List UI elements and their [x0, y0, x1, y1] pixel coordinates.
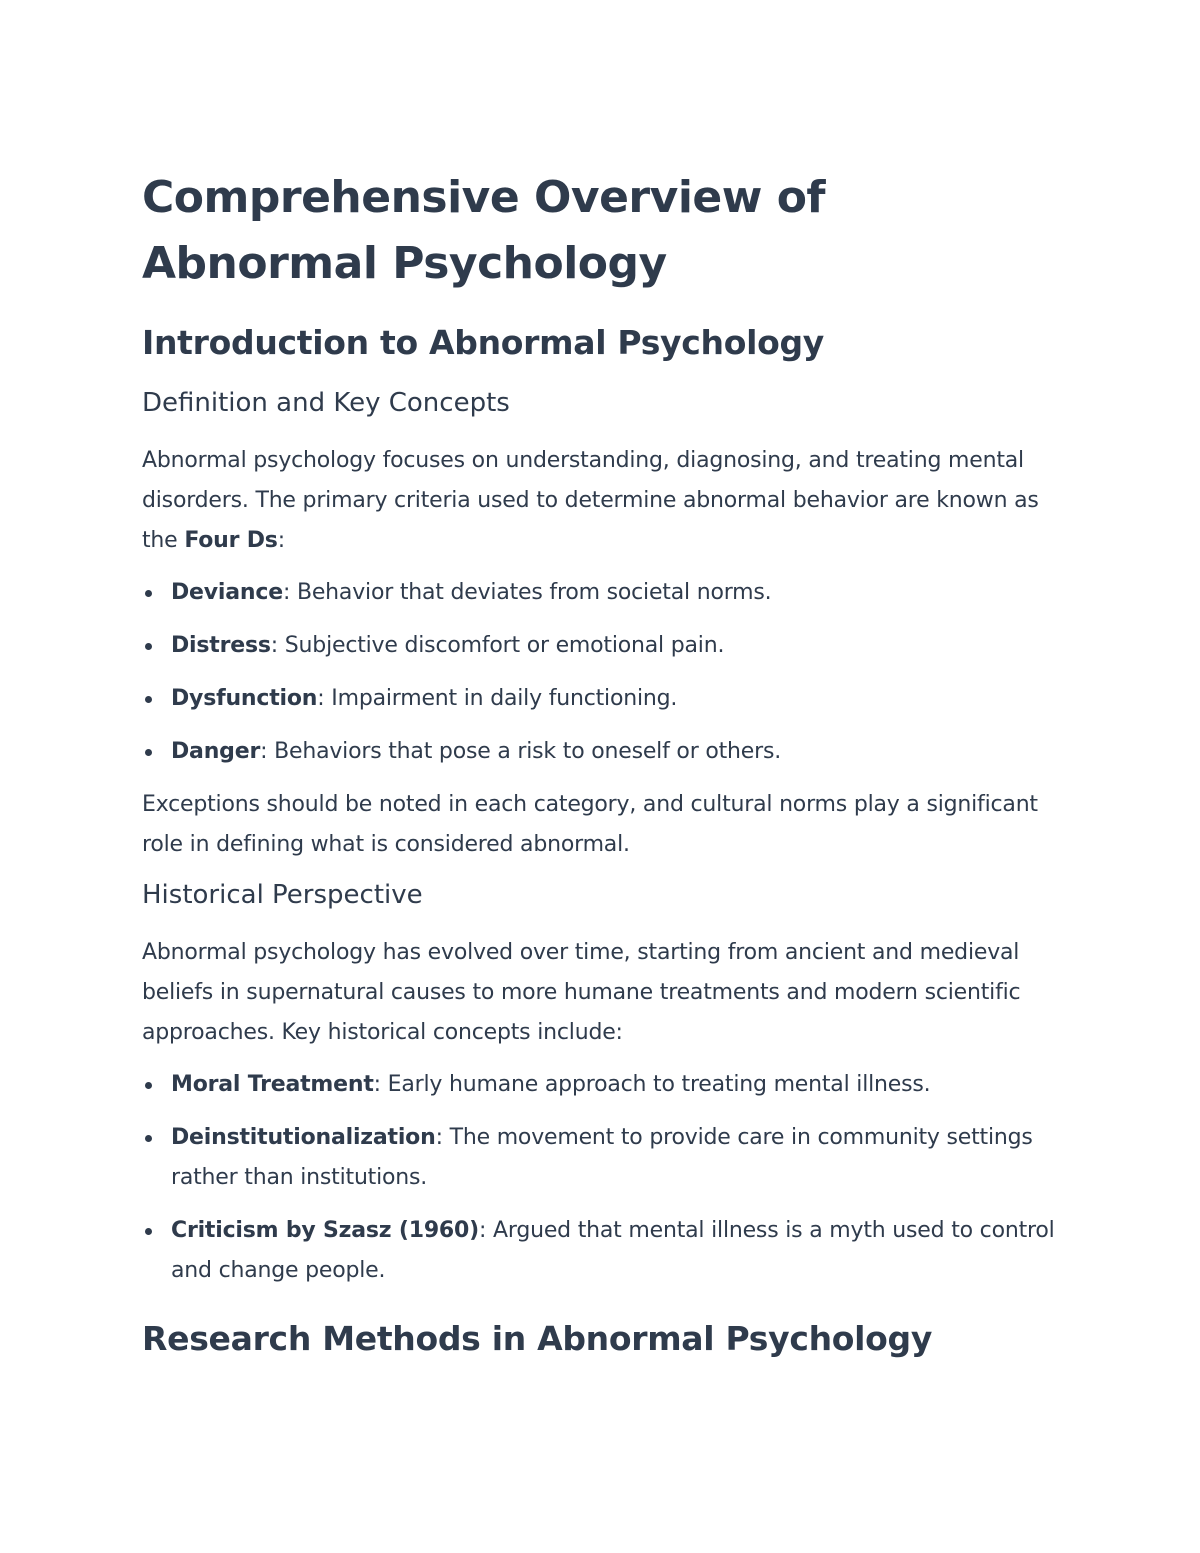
list-item-description: Behavior that deviates from societal norms.	[296, 580, 772, 605]
list-item-deinstitutionalization	[142, 1118, 1062, 1198]
list-item-separator: :	[479, 1218, 494, 1243]
list-item-description: Argued that mental illness is a myth used to control and change people.	[171, 1218, 1055, 1283]
list-item-dysfunction	[142, 679, 1062, 719]
exceptions-paragraph: Exceptions should be noted in each category, and cultural norms play a significant role in defining what is considered abnormal.	[142, 792, 1038, 857]
list-item-danger	[142, 732, 1062, 772]
history-intro-paragraph: Abnormal psychology has evolved over time, starting from ancient and medieval beliefs in supernatural causes to more humane treatments and modern scientific approaches. Key historical concepts include:	[142, 940, 1021, 1045]
list-item-separator: :	[270, 633, 285, 658]
document-title: Comprehensive Overview of Abnormal Psychology	[142, 172, 826, 289]
list-item-criticism-szasz	[142, 1211, 1062, 1291]
four-ds-term: Four Ds	[184, 528, 278, 553]
list-item-term: Deinstitutionalization	[171, 1125, 436, 1150]
section-heading-research-methods: Research Methods in Abnormal Psychology	[142, 1319, 933, 1358]
subheading-historical-perspective: Historical Perspective	[142, 880, 423, 910]
list-item-separator: :	[435, 1125, 450, 1150]
list-item-separator: :	[282, 580, 297, 605]
list-item-term: Deviance	[171, 580, 283, 605]
subheading-definition: Definition and Key Concepts	[142, 388, 510, 418]
list-item-description: Subjective discomfort or emotional pain.	[284, 633, 725, 658]
definition-intro-text: Abnormal psychology focuses on understanding, diagnosing, and treating mental disorders. The primary criteria used to determine abnormal behavior are known as the	[142, 448, 1039, 553]
list-item-separator: :	[260, 739, 275, 764]
list-item-term: Moral Treatment	[171, 1072, 374, 1097]
list-item-distress	[142, 626, 1062, 666]
list-item-description: The movement to provide care in community settings rather than institutions.	[171, 1125, 1033, 1190]
section-heading-introduction: Introduction to Abnormal Psychology	[142, 323, 825, 362]
four-ds-list	[142, 573, 1062, 772]
list-item-term: Dysfunction	[171, 686, 318, 711]
list-item-deviance	[142, 573, 1062, 613]
list-item-separator: :	[373, 1072, 388, 1097]
list-item-description: Early humane approach to treating mental illness.	[387, 1072, 931, 1097]
definition-intro-paragraph	[142, 441, 1062, 561]
list-item-separator: :	[317, 686, 332, 711]
definition-intro-end: :	[277, 528, 285, 553]
list-item-moral-treatment	[142, 1065, 1062, 1105]
list-item-description: Impairment in daily functioning.	[331, 686, 678, 711]
historical-concepts-list	[142, 1065, 1062, 1291]
list-item-term: Distress	[171, 633, 271, 658]
document-page	[142, 165, 1062, 1381]
list-item-term: Danger	[171, 739, 261, 764]
list-item-description: Behaviors that pose a risk to oneself or others.	[274, 739, 781, 764]
list-item-term: Criticism by Szasz (1960)	[171, 1218, 479, 1243]
